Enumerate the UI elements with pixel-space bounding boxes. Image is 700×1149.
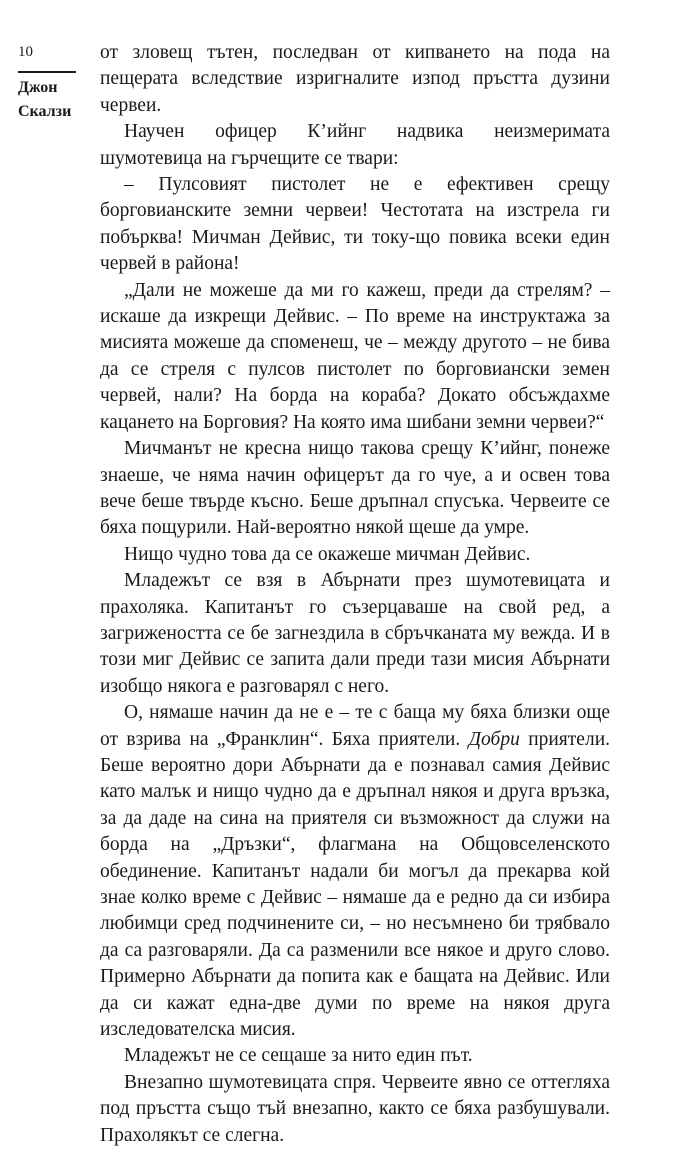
paragraph <box>100 172 610 278</box>
paragraph <box>100 436 610 542</box>
author-first-name: Джон <box>18 79 58 96</box>
running-head-author <box>18 76 88 124</box>
text-segment: приятели. Беше вероятно дори Абърнати да е познавал самия Дейвис като малък и нищо чудно да е дръпнал някоя и друга връзка, за да даде на сина на приятеля си възможност да служи на борда на „Дръзки“, флагмана на Общовселенското обединение. Капитанът надали би могъл да прекарва кой знае колко време с Дейвис – нямаше да е редно да си избира любимци сред подчинените си, – но несъмнено би трябвало да са разговаряли. Да са разменили все някое и друго слово. Примерно Абърнати да попита как е бащата на Дейвис. Или да си кажат една-две думи по време на някоя друга изследователска мисия. <box>100 728 610 1041</box>
text-segment: Внезапно шумотевицата спря. Червеите явно се оттегляха под пръстта също тъй внезапно, както се бяха разбушували. Прахолякът се слегна. <box>100 1071 610 1146</box>
paragraph <box>100 40 610 119</box>
page-number: 10 <box>18 44 33 60</box>
paragraph <box>100 700 610 1043</box>
paragraph <box>100 542 610 568</box>
text-segment: Научен офицер К’ийнг надвика неизмеримата шумотевица на гърчещите се твари: <box>100 121 610 169</box>
text-segment: Мичманът не кресна нищо такова срещу К’ийнг, понеже знаеше, че няма начин офицерът да го чуе, а и освен това вече беше твърде късно. Беше дръпнал спусъка. Червеите се бяха пощурили. Най-вероятно някой щеше да умре. <box>100 438 610 539</box>
text-segment: О, нямаше начин да не е – те с баща му бяха близки още от взрива на „Франклин“. Бяха приятели. <box>100 702 610 750</box>
body-text <box>100 40 610 1149</box>
italic-text: Добри <box>468 728 520 750</box>
text-segment: от зловещ тътен, последван от кипването на пода на пещерата вследствие изригналите изпод пръстта дузини червеи. <box>100 42 610 116</box>
text-segment: Нищо чудно това да се окажеше мичман Дейвис. <box>124 543 531 565</box>
paragraph <box>100 119 610 172</box>
author-last-name: Скалзи <box>18 103 72 120</box>
paragraph <box>100 1070 610 1149</box>
text-segment: „Дали не можеше да ми го кажеш, преди да стрелям? – искаше да изкрещи Дейвис. – По време на инструктажа за мисията можеше да споменеш, че – между другото – не бива да се стреля с пулсов пистолет по борговиански земен червей, нали? На борда на кораба? Докато обсъждахме кацането на Борговия? На която има шибани земни червеи?“ <box>100 279 610 433</box>
text-segment: – Пулсовият пистолет не е ефективен срещу борговианските земни червеи! Честотата на изстрела ги побърква! Мичман Дейвис, ти току-що повика всеки един червей в района! <box>100 174 610 275</box>
text-segment: Младежът се взя в Абърнати през шумотевицата и прахоляка. Капитанът го съзерцаваше на свой ред, а загрижеността се бе загнездила в сбръчканата му вежда. И в този миг Дейвис се запита дали преди тази мисия Абърнати изобщо някога е разговарял с него. <box>100 570 610 697</box>
paragraph <box>100 1043 610 1069</box>
header-rule <box>18 71 76 73</box>
text-segment: Младежът не се сещаше за нито един път. <box>124 1045 473 1067</box>
paragraph <box>100 278 610 436</box>
paragraph <box>100 568 610 700</box>
